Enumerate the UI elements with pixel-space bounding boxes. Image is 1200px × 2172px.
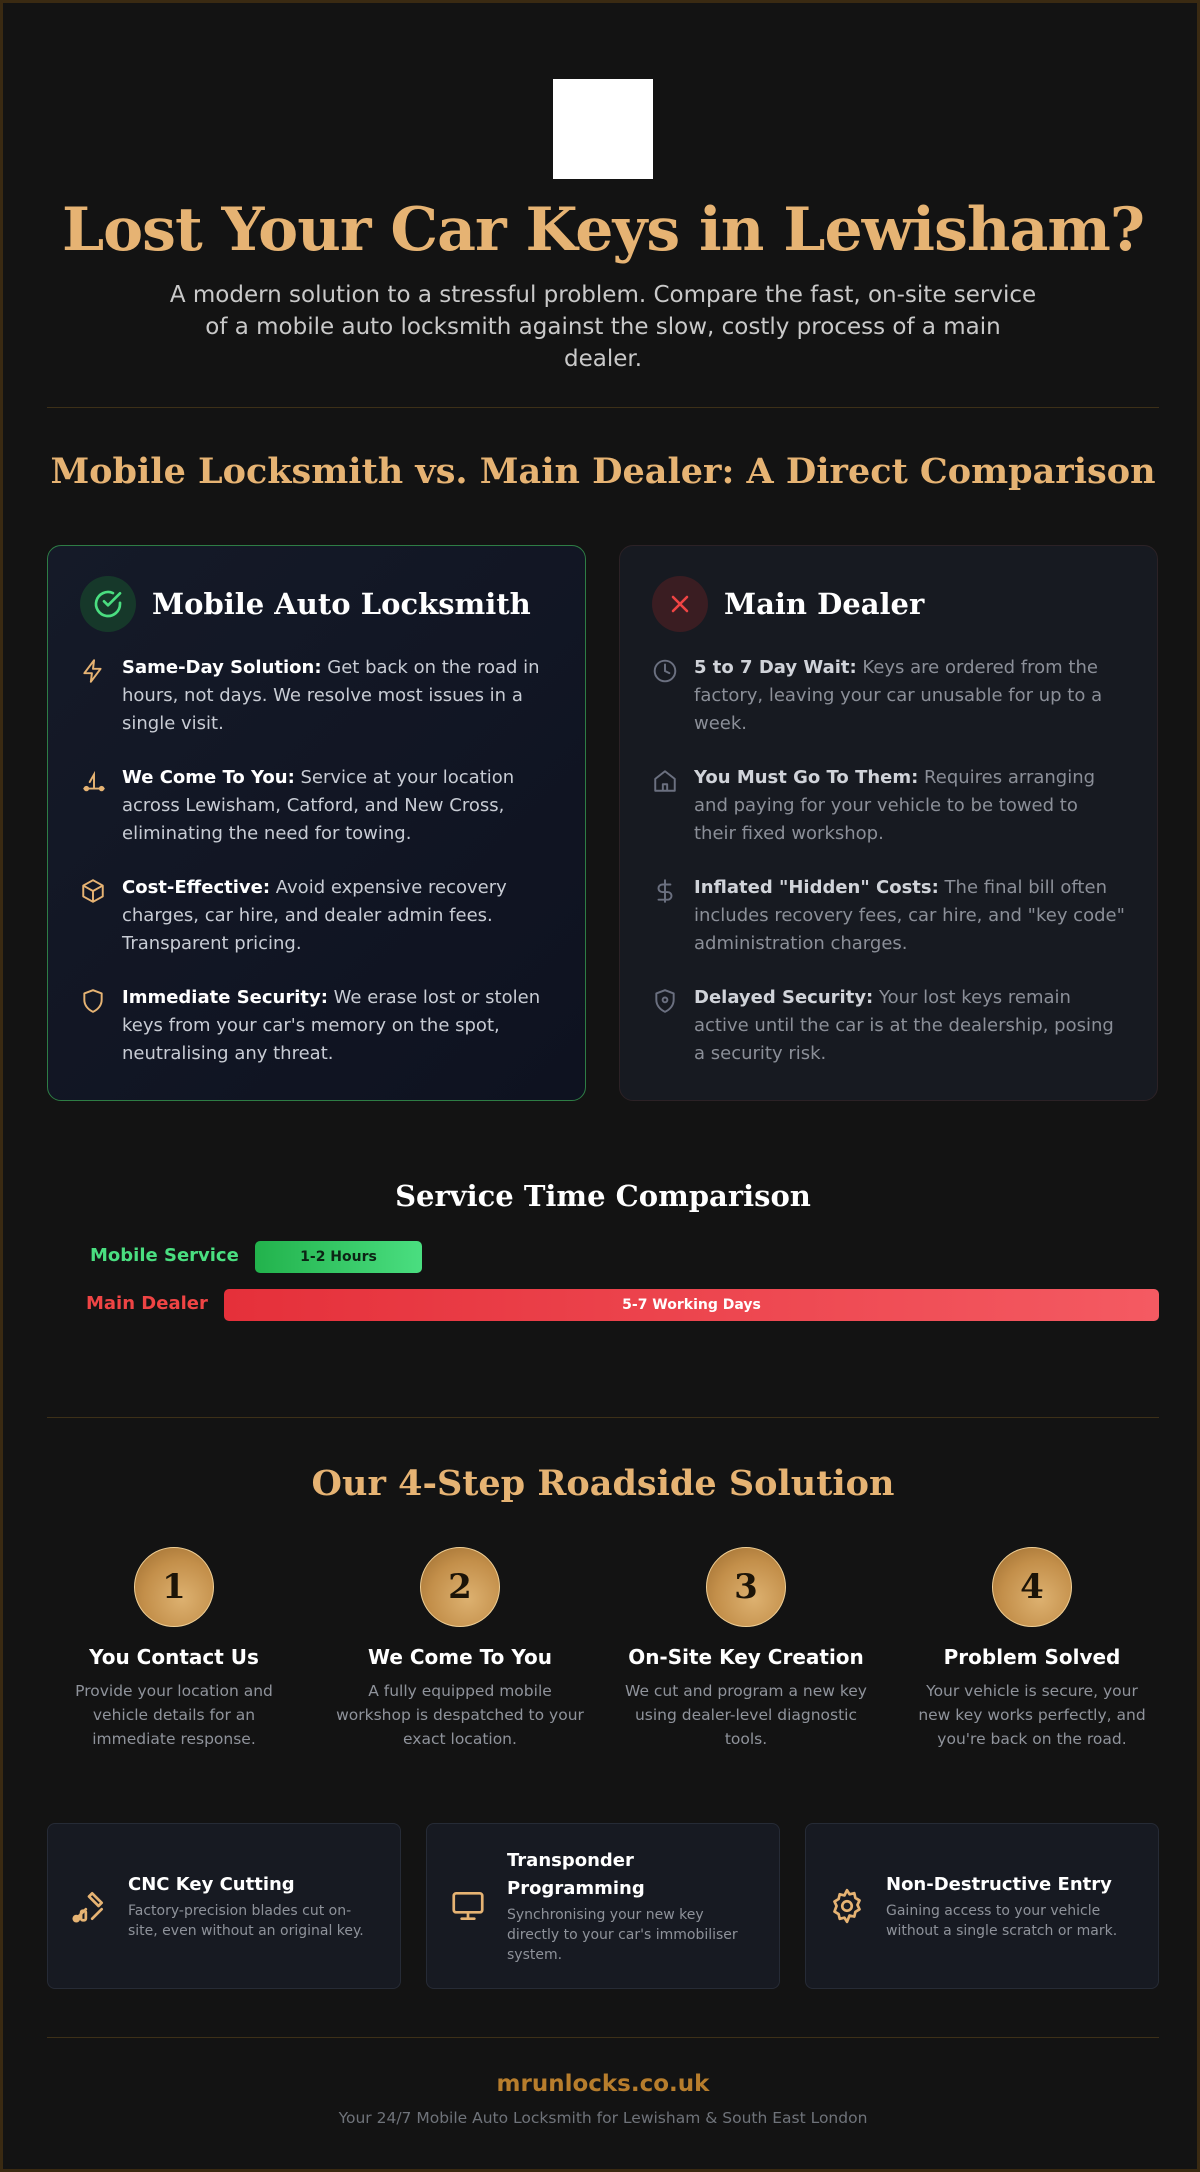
feature-title: Same-Day Solution: (122, 657, 322, 678)
house-icon (652, 764, 694, 848)
card-title: Main Dealer (724, 587, 925, 621)
step-title: You Contact Us (89, 1645, 259, 1669)
step-number: 4 (992, 1547, 1072, 1627)
feature-text: We erase lost or stolen keys from your car's memory on the spot, neutralising any threat. (122, 987, 541, 1064)
clock-icon (652, 654, 694, 738)
service-desc: Factory-precision blades cut on-site, even without an original key. (128, 1903, 364, 1939)
feature-text: Avoid expensive recovery charges, car hire, and dealer admin fees. Transparent pricing. (122, 877, 507, 954)
feature-item (80, 654, 553, 738)
logo (553, 79, 653, 179)
page-title: Lost Your Car Keys in Lewisham? (61, 195, 1145, 265)
feature-title: 5 to 7 Day Wait: (694, 657, 857, 678)
feature-item (80, 874, 553, 958)
step-title: On-Site Key Creation (628, 1645, 864, 1669)
feature-item (652, 654, 1125, 738)
check-circle-icon (80, 576, 136, 632)
gear-icon (828, 1887, 886, 1925)
mobile-locksmith-card (47, 545, 586, 1101)
feature-text: Service at your location across Lewisham, Catford, and New Cross, eliminating the need for towing. (122, 767, 515, 844)
tools-icon (70, 1887, 128, 1925)
feature-item (652, 984, 1125, 1068)
hero-subtitle: A modern solution to a stressful problem. Compare the fast, on-site service of a mobile auto locksmith against the slow, costly process of a main dealer. (169, 282, 1037, 372)
service-title: Non-Destructive Entry (886, 1874, 1112, 1895)
feature-title: Immediate Security: (122, 987, 328, 1008)
step-title: We Come To You (368, 1645, 552, 1669)
feature-title: Cost-Effective: (122, 877, 271, 898)
step-number: 2 (420, 1547, 500, 1627)
mobile-service-value: 1-2 Hours (300, 1249, 377, 1265)
step-number: 3 (706, 1547, 786, 1627)
feature-title: Inflated "Hidden" Costs: (694, 877, 939, 898)
feature-text: Your lost keys remain active until the car is at the dealership, posing a security risk. (694, 987, 1114, 1064)
steps-title: Our 4-Step Roadside Solution (311, 1463, 895, 1504)
service-title: CNC Key Cutting (128, 1874, 295, 1895)
service-desc: Gaining access to your vehicle without a single scratch or mark. (886, 1903, 1118, 1939)
box-icon (80, 874, 122, 958)
service-title: Transponder Programming (507, 1850, 645, 1899)
step-item (336, 1547, 584, 1751)
feature-item (652, 874, 1125, 958)
monitor-icon (449, 1887, 507, 1925)
feature-item (652, 764, 1125, 848)
main-dealer-label: Main Dealer (86, 1293, 208, 1314)
service-card-transponder (426, 1823, 780, 1989)
shield-icon (80, 984, 122, 1068)
footer-brand-link[interactable]: mrunlocks.co.uk (496, 2071, 710, 2097)
step-desc: Your vehicle is secure, your new key works perfectly, and you're back on the road. (918, 1682, 1146, 1748)
service-card-entry (805, 1823, 1159, 1989)
divider (47, 1417, 1159, 1418)
step-item (50, 1547, 298, 1751)
step-desc: A fully equipped mobile workshop is despatched to your exact location. (336, 1682, 584, 1748)
divider (47, 407, 1159, 408)
feature-item (80, 984, 553, 1068)
main-dealer-bar (224, 1289, 1159, 1321)
main-dealer-card (619, 545, 1158, 1101)
step-title: Problem Solved (943, 1645, 1121, 1669)
feature-text: Keys are ordered from the factory, leaving your car unusable for up to a week. (694, 657, 1103, 734)
service-time-title: Service Time Comparison (395, 1179, 811, 1213)
mobile-service-bar (255, 1241, 422, 1273)
step-item (908, 1547, 1156, 1751)
x-icon (652, 576, 708, 632)
mobile-service-label: Mobile Service (90, 1245, 239, 1266)
lightning-icon (80, 654, 122, 738)
feature-text: Requires arranging and paying for your vehicle to be towed to their fixed workshop. (694, 767, 1096, 844)
feature-text: Get back on the road in hours, not days. We resolve most issues in a single visit. (122, 657, 540, 734)
feature-title: Delayed Security: (694, 987, 874, 1008)
step-number: 1 (134, 1547, 214, 1627)
feature-item (80, 764, 553, 848)
feature-text: The final bill often includes recovery fees, car hire, and "key code" administration charges. (694, 877, 1125, 954)
card-title: Mobile Auto Locksmith (152, 587, 531, 621)
main-dealer-value: 5-7 Working Days (622, 1297, 761, 1313)
feature-title: We Come To You: (122, 767, 295, 788)
feature-title: You Must Go To Them: (694, 767, 919, 788)
shield-lock-icon (652, 984, 694, 1068)
step-item (622, 1547, 870, 1751)
step-desc: Provide your location and vehicle details for an immediate response. (75, 1682, 273, 1748)
service-card-cnc (47, 1823, 401, 1989)
step-desc: We cut and program a new key using dealer-level diagnostic tools. (625, 1682, 867, 1748)
footer-tagline: Your 24/7 Mobile Auto Locksmith for Lewisham & South East London (338, 2109, 868, 2127)
service-desc: Synchronising your new key directly to your car's immobiliser system. (507, 1907, 738, 1963)
tow-truck-icon (80, 764, 122, 848)
divider (47, 2037, 1159, 2038)
dollar-icon (652, 874, 694, 958)
comparison-title: Mobile Locksmith vs. Main Dealer: A Direct Comparison (50, 451, 1156, 492)
